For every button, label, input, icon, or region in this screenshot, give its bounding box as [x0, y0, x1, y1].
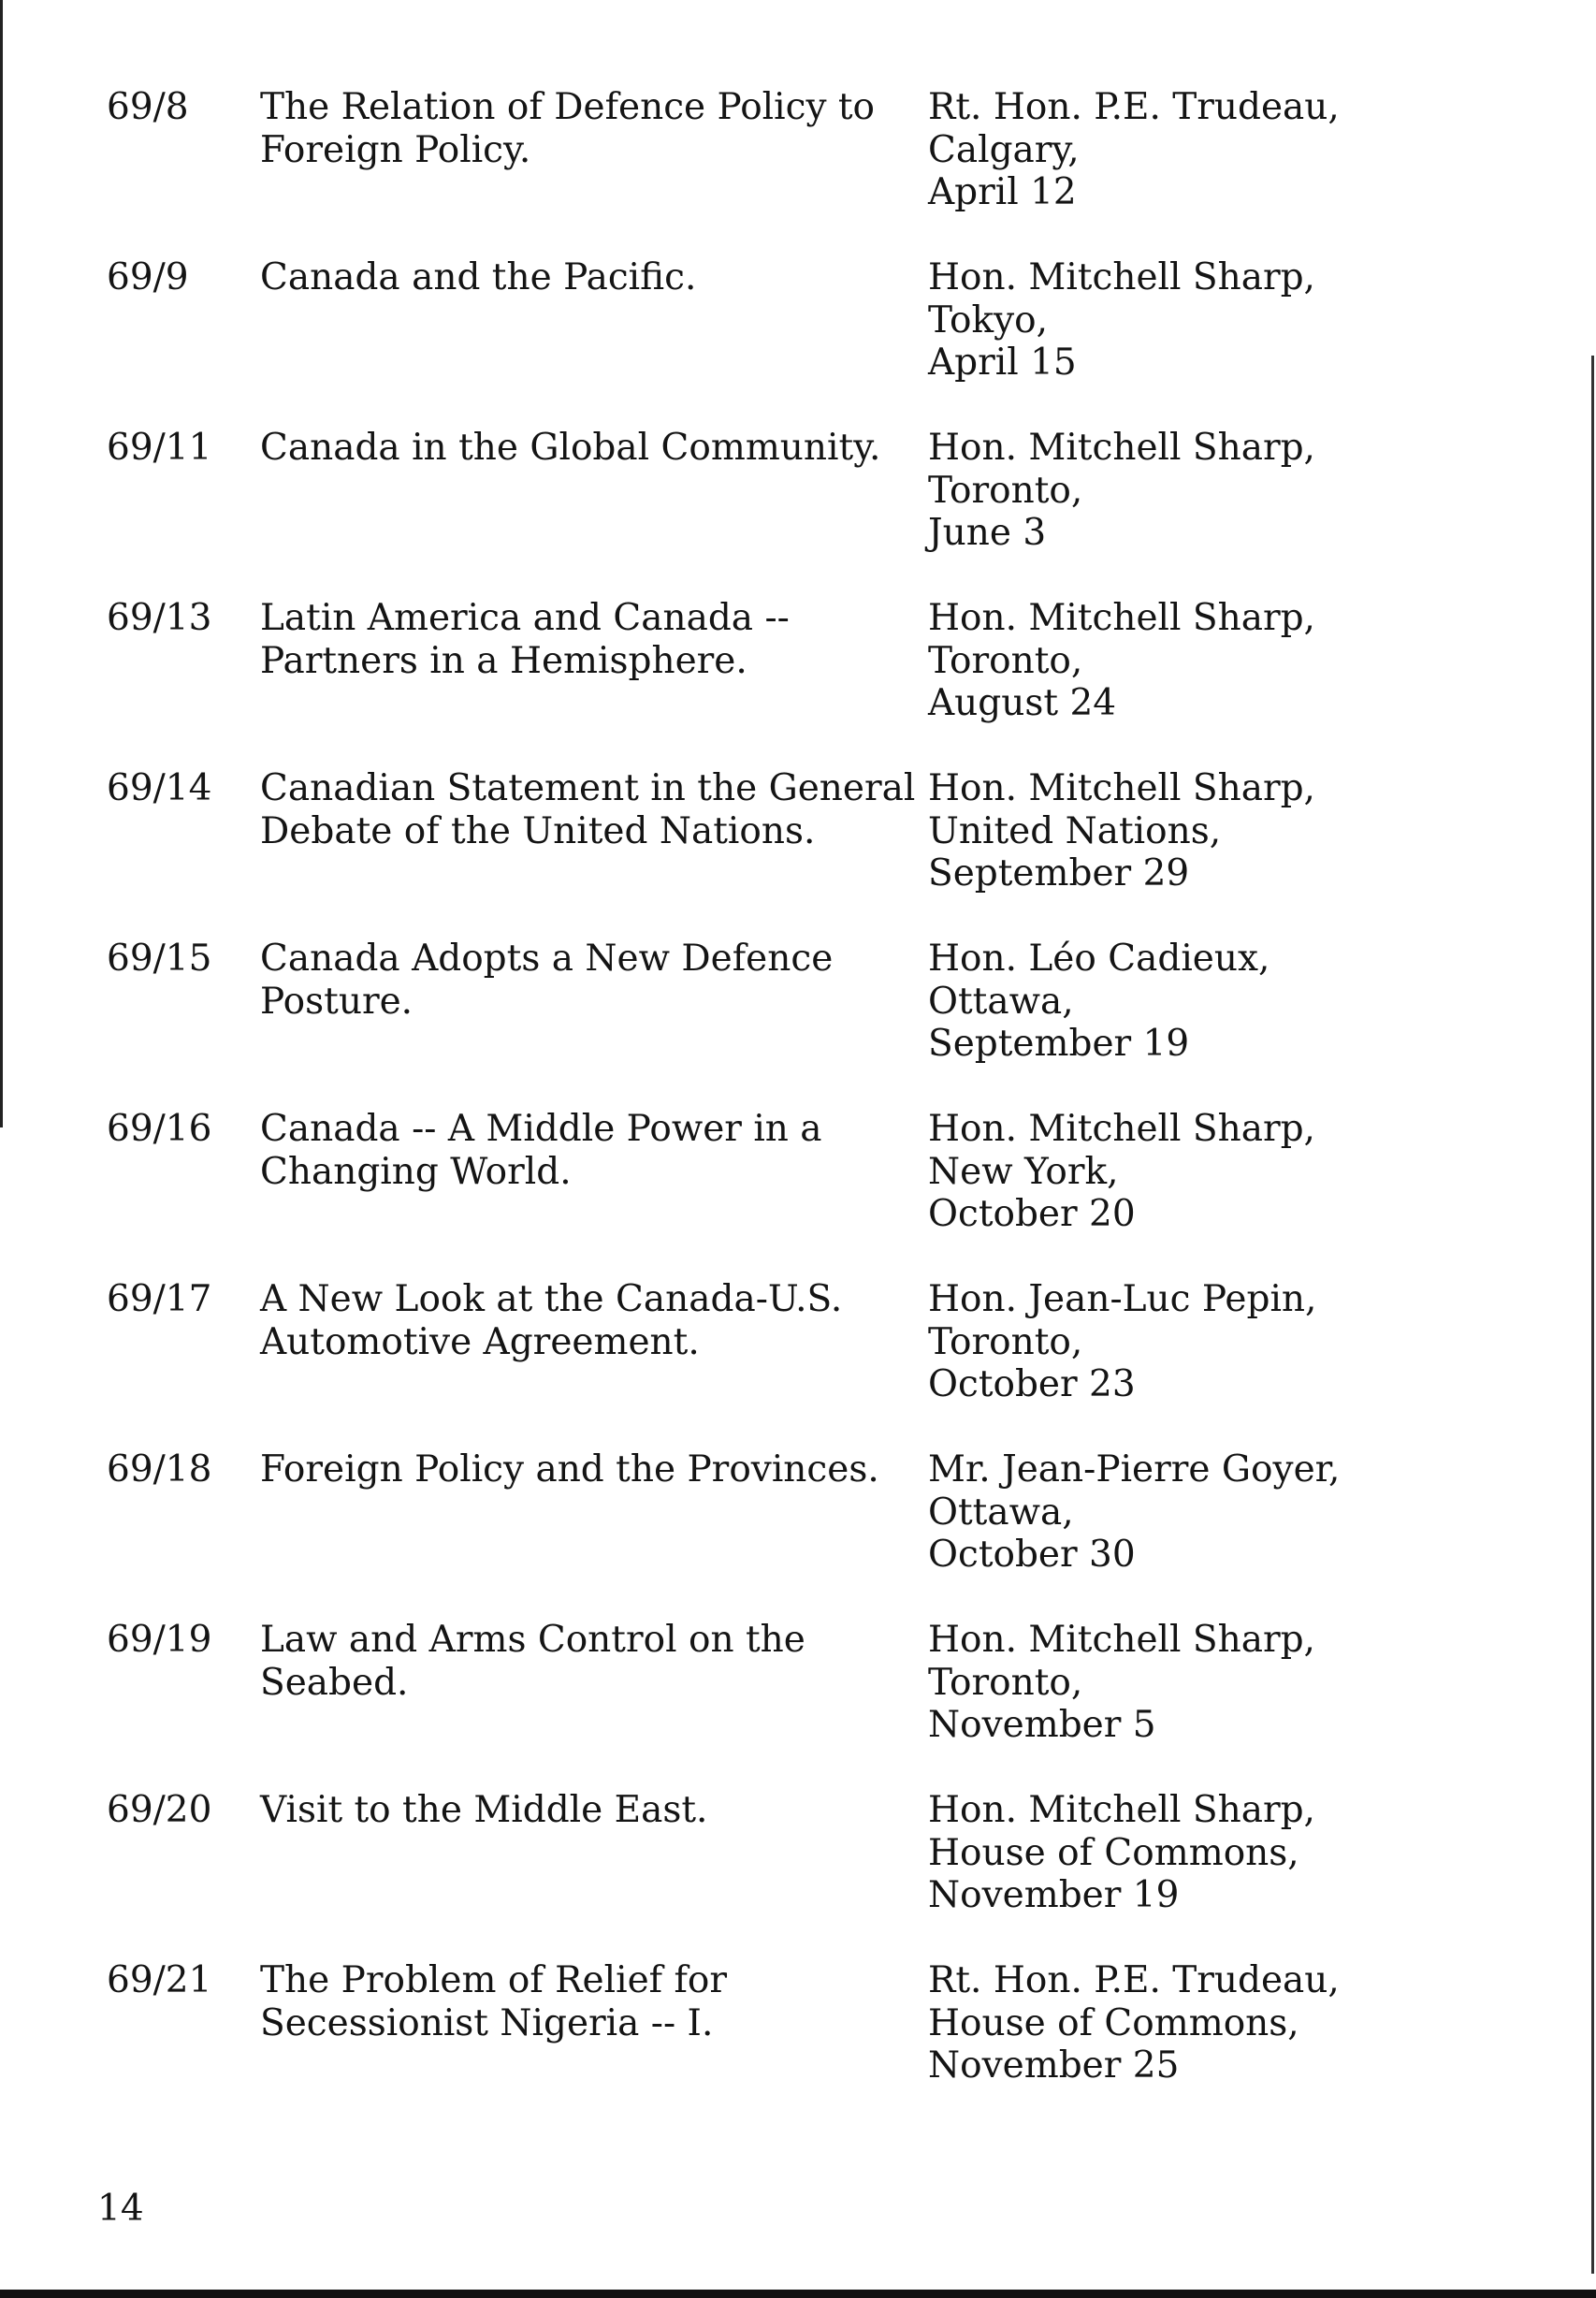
speaker-date: October 23 — [928, 1363, 1136, 1405]
title-line: Seabed. — [260, 1661, 409, 1704]
statement-number: 69/9 — [107, 256, 189, 298]
title-line: Law and Arms Control on the — [260, 1619, 805, 1661]
speaker-name: Hon. Léo Cadieux, — [928, 938, 1270, 980]
speaker-place: Ottawa, — [928, 1491, 1074, 1534]
title-line: A New Look at the Canada-U.S. — [260, 1278, 843, 1320]
statement-title — [260, 597, 928, 682]
statement-title — [260, 86, 928, 171]
speaker-date: October 20 — [928, 1193, 1136, 1235]
speaker-date: September 19 — [928, 1023, 1190, 1065]
speaker-details — [928, 767, 1416, 895]
statement-number: 69/11 — [107, 427, 212, 469]
title-line: Canada and the Pacific. — [260, 256, 697, 298]
speaker-date: November 19 — [928, 1874, 1180, 1916]
title-line: Secessionist Nigeria -- I. — [260, 2001, 714, 2044]
statement-title — [260, 1108, 928, 1193]
speaker-place: Calgary, — [928, 128, 1080, 171]
speaker-date: April 12 — [928, 171, 1077, 213]
statement-title — [260, 256, 928, 299]
list-item — [107, 938, 1416, 1108]
title-line: Canada in the Global Community. — [260, 427, 881, 469]
speaker-place: Toronto, — [928, 639, 1083, 682]
statement-title — [260, 1789, 928, 1832]
statement-title — [260, 1959, 928, 2044]
scan-edge-bottom — [0, 2290, 1596, 2298]
list-item — [107, 256, 1416, 427]
speaker-details — [928, 427, 1416, 555]
speaker-place: United Nations, — [928, 809, 1222, 852]
statement-number: 69/15 — [107, 938, 212, 980]
title-line: The Relation of Defence Policy to — [260, 86, 876, 128]
speaker-place: Toronto, — [928, 469, 1083, 512]
list-item — [107, 1448, 1416, 1619]
scan-edge-left — [0, 0, 3, 1127]
statement-number: 69/14 — [107, 767, 212, 809]
title-line: The Problem of Relief for — [260, 1959, 728, 2001]
speaker-date: November 5 — [928, 1704, 1156, 1746]
list-item — [107, 1108, 1416, 1278]
title-line: Posture. — [260, 980, 414, 1023]
statement-number: 69/17 — [107, 1278, 212, 1320]
speaker-date: April 15 — [928, 342, 1077, 384]
statement-number: 69/19 — [107, 1619, 212, 1661]
speaker-details — [928, 256, 1416, 385]
list-item — [107, 86, 1416, 256]
list-item — [107, 427, 1416, 597]
speaker-date: June 3 — [928, 512, 1047, 554]
speaker-name: Mr. Jean-Pierre Goyer, — [928, 1448, 1341, 1491]
speaker-name: Hon. Mitchell Sharp, — [928, 597, 1315, 639]
speaker-details — [928, 1278, 1416, 1406]
speaker-details — [928, 1108, 1416, 1236]
speaker-date: October 30 — [928, 1534, 1136, 1576]
speaker-name: Rt. Hon. P.E. Trudeau, — [928, 86, 1340, 128]
title-line: Latin America and Canada -- — [260, 597, 790, 639]
statement-title — [260, 767, 928, 852]
list-item — [107, 767, 1416, 938]
title-line: Partners in a Hemisphere. — [260, 639, 747, 682]
title-line: Foreign Policy. — [260, 128, 531, 171]
statement-number: 69/16 — [107, 1108, 212, 1150]
speaker-details — [928, 1619, 1416, 1747]
speaker-details — [928, 597, 1416, 725]
title-line: Canadian Statement in the General — [260, 767, 916, 809]
list-item — [107, 1619, 1416, 1789]
list-item — [107, 1278, 1416, 1448]
speaker-name: Hon. Mitchell Sharp, — [928, 767, 1315, 809]
speaker-place: Toronto, — [928, 1661, 1083, 1704]
title-line: Canada Adopts a New Defence — [260, 938, 834, 980]
speaker-details — [928, 1789, 1416, 1917]
title-line: Foreign Policy and the Provinces. — [260, 1448, 879, 1491]
statement-number: 69/20 — [107, 1789, 212, 1831]
speaker-details — [928, 86, 1416, 214]
statement-list — [107, 86, 1416, 2130]
statement-number: 69/8 — [107, 86, 189, 128]
speaker-details — [928, 938, 1416, 1066]
statement-title — [260, 1278, 928, 1363]
speaker-details — [928, 1959, 1416, 2087]
list-item — [107, 1789, 1416, 1959]
statement-number: 69/21 — [107, 1959, 212, 2001]
speaker-name: Hon. Mitchell Sharp, — [928, 1789, 1315, 1831]
statement-title — [260, 938, 928, 1023]
title-line: Changing World. — [260, 1150, 572, 1193]
speaker-name: Rt. Hon. P.E. Trudeau, — [928, 1959, 1340, 2001]
title-line: Debate of the United Nations. — [260, 809, 816, 852]
statement-title — [260, 427, 928, 470]
title-line: Automotive Agreement. — [260, 1320, 700, 1363]
title-line: Visit to the Middle East. — [260, 1789, 708, 1831]
statement-title — [260, 1619, 928, 1704]
list-item — [107, 1959, 1416, 2130]
speaker-date: August 24 — [928, 682, 1117, 724]
page-number: 14 — [97, 2188, 144, 2230]
speaker-date: November 25 — [928, 2044, 1180, 2087]
statement-number: 69/13 — [107, 597, 212, 639]
statement-title — [260, 1448, 928, 1491]
scan-edge-right — [1591, 356, 1594, 2274]
speaker-date: September 29 — [928, 852, 1190, 894]
speaker-place: Ottawa, — [928, 980, 1074, 1023]
title-line: Canada -- A Middle Power in a — [260, 1108, 822, 1150]
speaker-name: Hon. Jean-Luc Pepin, — [928, 1278, 1317, 1320]
statement-number: 69/18 — [107, 1448, 212, 1491]
speaker-place: House of Commons, — [928, 1831, 1299, 1874]
list-item — [107, 597, 1416, 767]
speaker-place: New York, — [928, 1150, 1119, 1193]
speaker-details — [928, 1448, 1416, 1577]
speaker-place: Toronto, — [928, 1320, 1083, 1363]
speaker-name: Hon. Mitchell Sharp, — [928, 1619, 1315, 1661]
speaker-name: Hon. Mitchell Sharp, — [928, 1108, 1315, 1150]
speaker-name: Hon. Mitchell Sharp, — [928, 256, 1315, 298]
speaker-place: House of Commons, — [928, 2001, 1299, 2044]
speaker-place: Tokyo, — [928, 298, 1049, 342]
speaker-name: Hon. Mitchell Sharp, — [928, 427, 1315, 469]
